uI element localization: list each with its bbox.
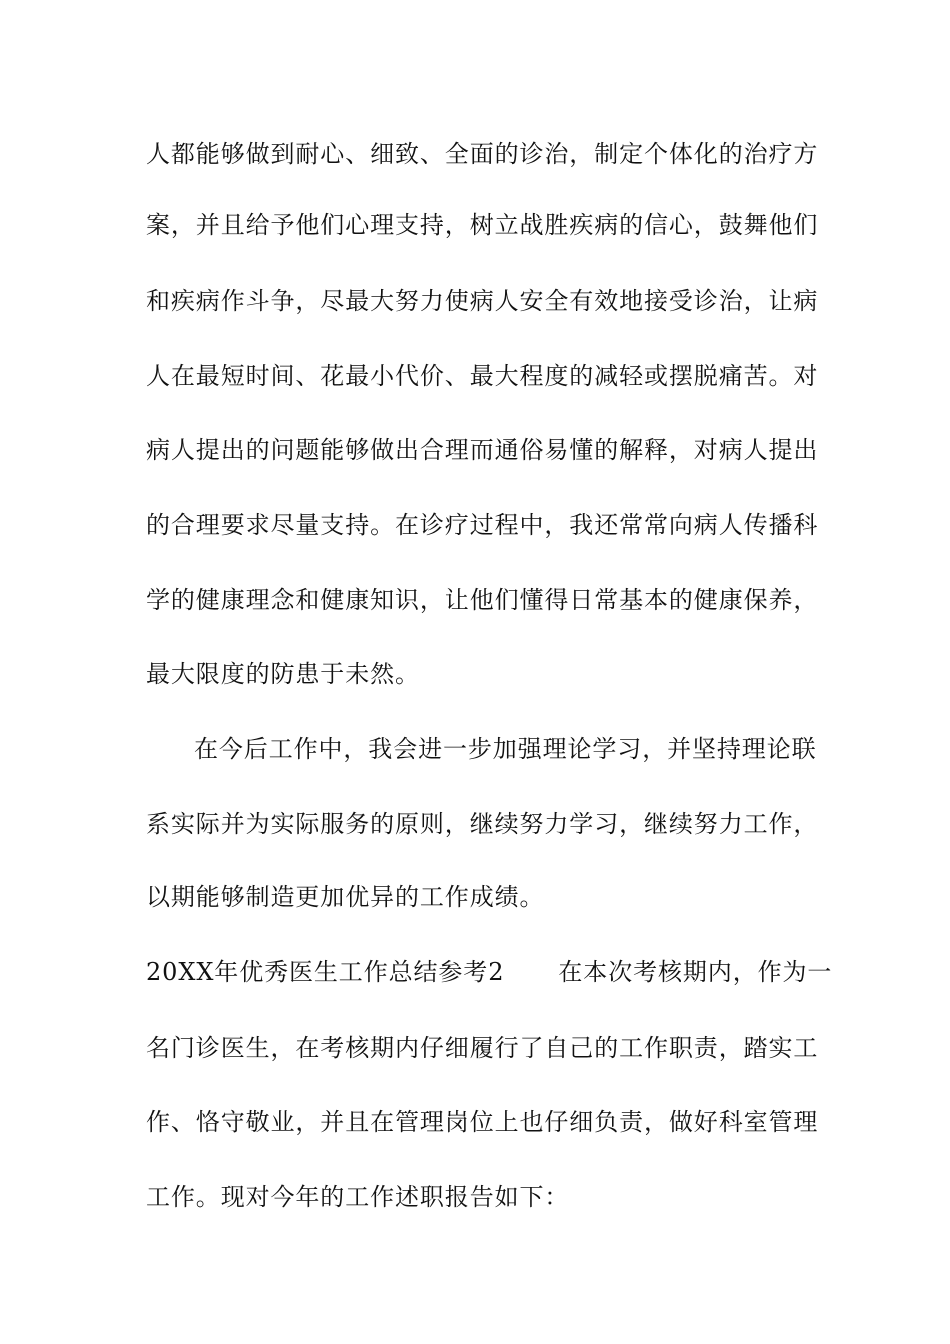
paragraph-line: 人在最短时间、花最小代价、最大程度的减轻或摆脱痛苦。对 [146, 362, 819, 390]
paragraph-line: 最大限度的防患于未然。 [146, 660, 420, 688]
paragraph-line: 病人提出的问题能够做出合理而通俗易懂的解释，对病人提出 [146, 436, 819, 464]
paragraph-line: 和疾病作斗争，尽最大努力使病人安全有效地接受诊治，让病 [146, 287, 819, 315]
paragraph-line: 的合理要求尽量支持。在诊疗过程中，我还常常向病人传播科 [146, 511, 819, 539]
paragraph-line: 人都能够做到耐心、细致、全面的诊治，制定个体化的治疗方 [146, 140, 819, 168]
paragraph-line: 作、恪守敬业，并且在管理岗位上也仔细负责，做好科室管理 [146, 1108, 819, 1136]
paragraph-line: 以期能够制造更加优异的工作成绩。 [146, 883, 545, 911]
paragraph-line: 系实际并为实际服务的原则，继续努力学习，继续努力工作， [146, 810, 819, 838]
paragraph-line: 学的健康理念和健康知识，让他们懂得日常基本的健康保养， [146, 586, 819, 614]
paragraph-line: 工作。现对今年的工作述职报告如下： [146, 1183, 570, 1211]
section-heading-line [146, 957, 833, 987]
section-heading: 20XX年优秀医生工作总结参考2 [146, 958, 505, 986]
heading-continuation: 在本次考核期内，作为一 [558, 958, 833, 986]
paragraph-line: 名门诊医生，在考核期内仔细履行了自己的工作职责，踏实工 [146, 1034, 819, 1062]
paragraph-line: 在今后工作中，我会进一步加强理论学习，并坚持理论联 [194, 735, 817, 763]
paragraph-line: 案，并且给予他们心理支持，树立战胜疾病的信心，鼓舞他们 [146, 211, 819, 239]
